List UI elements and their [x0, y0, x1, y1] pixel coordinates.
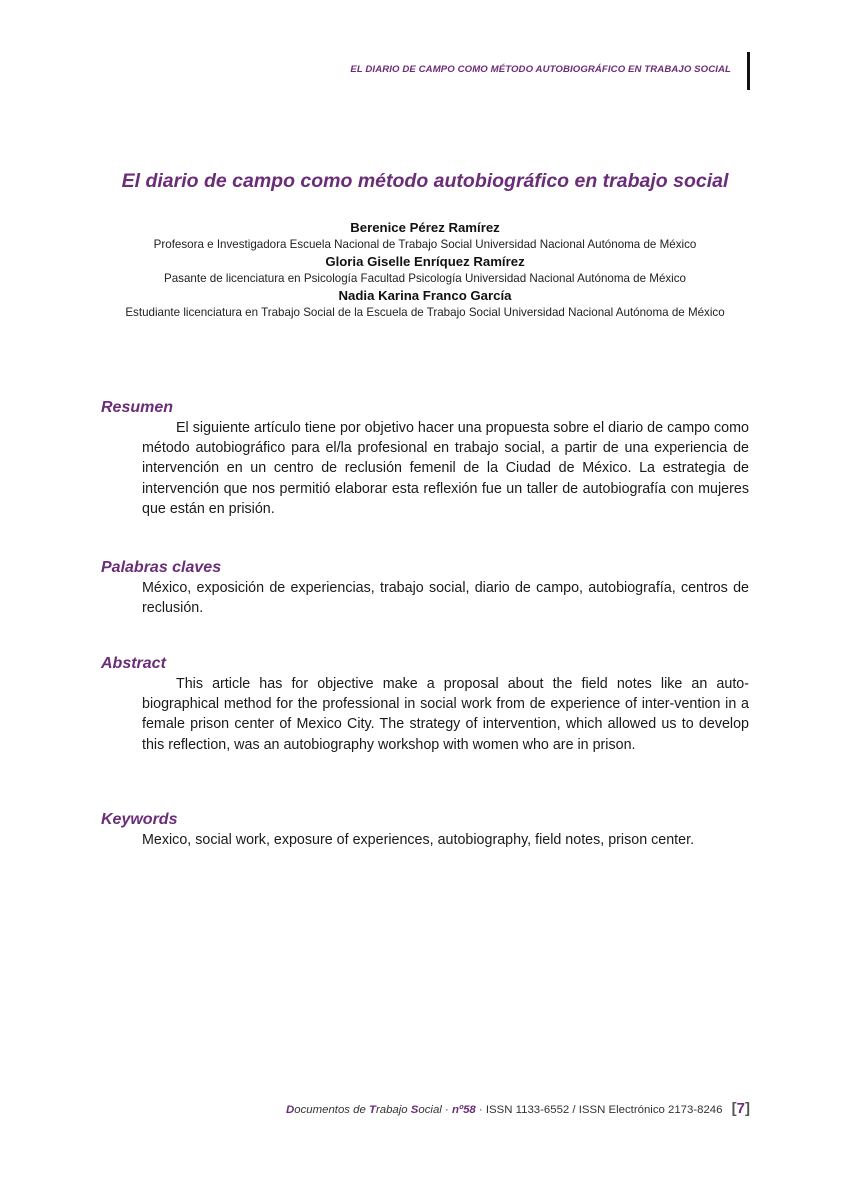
separator: · — [441, 1104, 452, 1116]
author-affiliation: Profesora e Investigadora Escuela Nacional de Trabajo Social Universidad Nacional Autónoma de México — [153, 238, 697, 251]
issue-number: nº58 — [451, 1104, 476, 1116]
author-name: Nadia Karina Franco García — [338, 288, 512, 303]
palabras-claves-heading: Palabras claves — [101, 559, 222, 576]
abstract-body: This article has for objective make a proposal about the field notes like an auto-biographical method for the professional in social work from de experience of inter-vention in a female prison center of Mexico City. The strategy of intervention, which allowed us to develop this reflection, was an autobiography workshop with women who are in prison. — [142, 676, 749, 753]
running-head: EL DIARIO DE CAMPO COMO MÉTODO AUTOBIOGRÁFICO EN TRABAJO SOCIAL — [350, 64, 731, 75]
bracket-close: ] — [745, 1100, 750, 1117]
separator: · — [475, 1104, 486, 1116]
keywords-section — [101, 810, 749, 850]
authors-block — [100, 219, 750, 321]
abstract-section — [101, 654, 749, 755]
journal-name — [286, 1104, 442, 1116]
page-number: 7 — [736, 1100, 745, 1117]
page-number-box — [732, 1100, 750, 1117]
article-title: El diario de campo como método autobiográfico en trabajo social — [121, 170, 729, 192]
journal-text: ocial — [418, 1104, 442, 1116]
abstract-heading: Abstract — [101, 655, 166, 672]
palabras-claves-section — [101, 558, 749, 618]
journal-initial: S — [410, 1104, 419, 1116]
keywords-body: Mexico, social work, exposure of experiences, autobiography, field notes, prison center. — [142, 832, 695, 848]
author-name: Gloria Giselle Enríquez Ramírez — [325, 254, 525, 269]
resumen-body: El siguiente artículo tiene por objetivo hacer una propuesta sobre el diario de campo como método autobiográfico para el/la profesional en trabajo social, a partir de una experiencia de intervención en un centro de reclusión femenil de la Ciudad de México. La estrategia de intervención que nos permitió elaborar esta reflexión fue un taller de autobiografía con mujeres que están en prisión. — [142, 420, 749, 517]
journal-text: rabajo — [375, 1104, 411, 1116]
page-footer — [286, 1100, 750, 1117]
issn-text: ISSN 1133-6552 / ISSN Electrónico 2173-8246 — [485, 1104, 723, 1116]
bracket-open: [ — [731, 1100, 737, 1117]
author-affiliation: Pasante de licenciatura en Psicología Facultad Psicología Universidad Nacional Autónoma de México — [163, 272, 687, 285]
resumen-heading: Resumen — [101, 399, 174, 416]
palabras-claves-body: México, exposición de experiencias, trabajo social, diario de campo, autobiografía, centros de reclusión. — [142, 580, 749, 617]
author-affiliation: Estudiante licenciatura en Trabajo Social de la Escuela de Trabajo Social Universidad Nacional Autónoma de México — [125, 306, 725, 319]
resumen-section — [101, 398, 749, 519]
keywords-heading: Keywords — [101, 811, 178, 828]
journal-text: ocumentos de — [294, 1104, 369, 1116]
journal-initial: T — [368, 1104, 376, 1116]
author-name: Berenice Pérez Ramírez — [350, 220, 500, 235]
journal-initial: D — [286, 1104, 295, 1116]
header-rule — [747, 52, 750, 90]
